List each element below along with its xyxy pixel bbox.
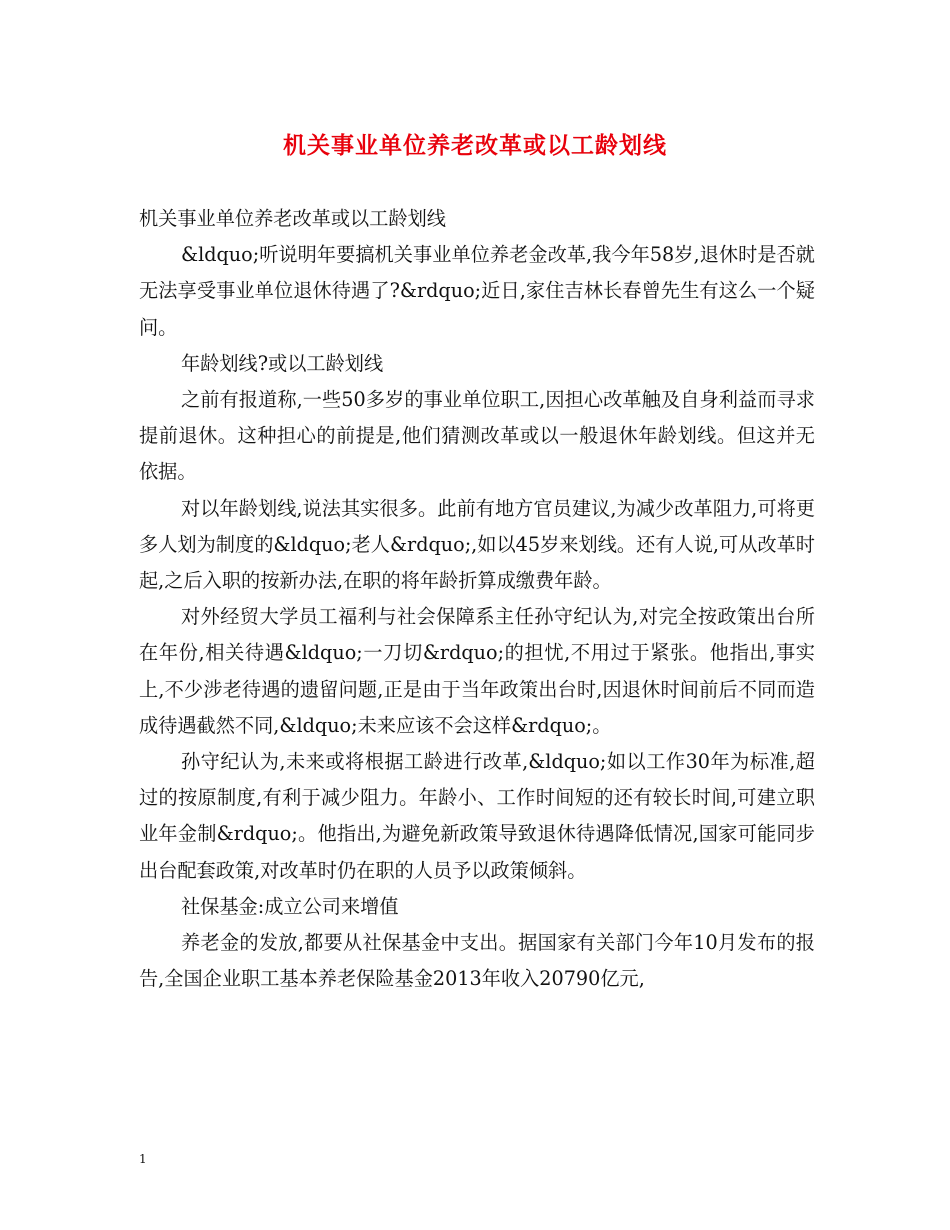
paragraph: 之前有报道称,一些50多岁的事业单位职工,因担心改革触及自身利益而寻求提前退休。这种担心的前提是,他们猜测改革或以一般退休年龄划线。但这并无依据。 [139, 388, 815, 484]
paragraph: &ldquo;听说明年要搞机关事业单位养老金改革,我今年58岁,退休时是否就无法享受事业单位退休待遇了?&rdquo;近日,家住吉林长春曾先生有这么一个疑问。 [139, 243, 815, 339]
document-title: 机关事业单位养老改革或以工龄划线 [283, 132, 667, 159]
document-body [139, 201, 815, 997]
section-heading: 年龄划线?或以工龄划线 [181, 351, 384, 375]
paragraph: 养老金的发放,都要从社保基金中支出。据国家有关部门今年10月发布的报告,全国企业职工基本养老保险基金2013年收入20790亿元, [139, 931, 815, 991]
section-heading: 社保基金:成立公司来增值 [181, 894, 399, 918]
paragraph: 对外经贸大学员工福利与社会保障系主任孙守纪认为,对完全按政策出台所在年份,相关待遇&ldquo;一刀切&rdquo;的担忧,不用过于紧张。他指出,事实上,不少涉老待遇的遗留问题,正是由于当年政策出台时,因退休时间前后不同而造成待遇截然不同,&ldquo;未来应该不会这样&rdquo;。 [139, 605, 815, 737]
paragraph: 孙守纪认为,未来或将根据工龄进行改革,&ldquo;如以工作30年为标准,超过的按原制度,有利于减少阻力。年龄小、工作时间短的还有较长时间,可建立职业年金制&rdquo;。他指出,为避免新政策导致退休待遇降低情况,国家可能同步出台配套政策,对改革时仍在职的人员予以政策倾斜。 [139, 750, 815, 882]
page-number: 1 [139, 1152, 147, 1166]
paragraph-heading: 机关事业单位养老改革或以工龄划线 [139, 207, 446, 230]
paragraph: 对以年龄划线,说法其实很多。此前有地方官员建议,为减少改革阻力,可将更多人划为制度的&ldquo;老人&rdquo;,如以45岁来划线。还有人说,可从改革时起,之后入职的按新办法,在职的将年龄折算成缴费年龄。 [139, 496, 815, 593]
